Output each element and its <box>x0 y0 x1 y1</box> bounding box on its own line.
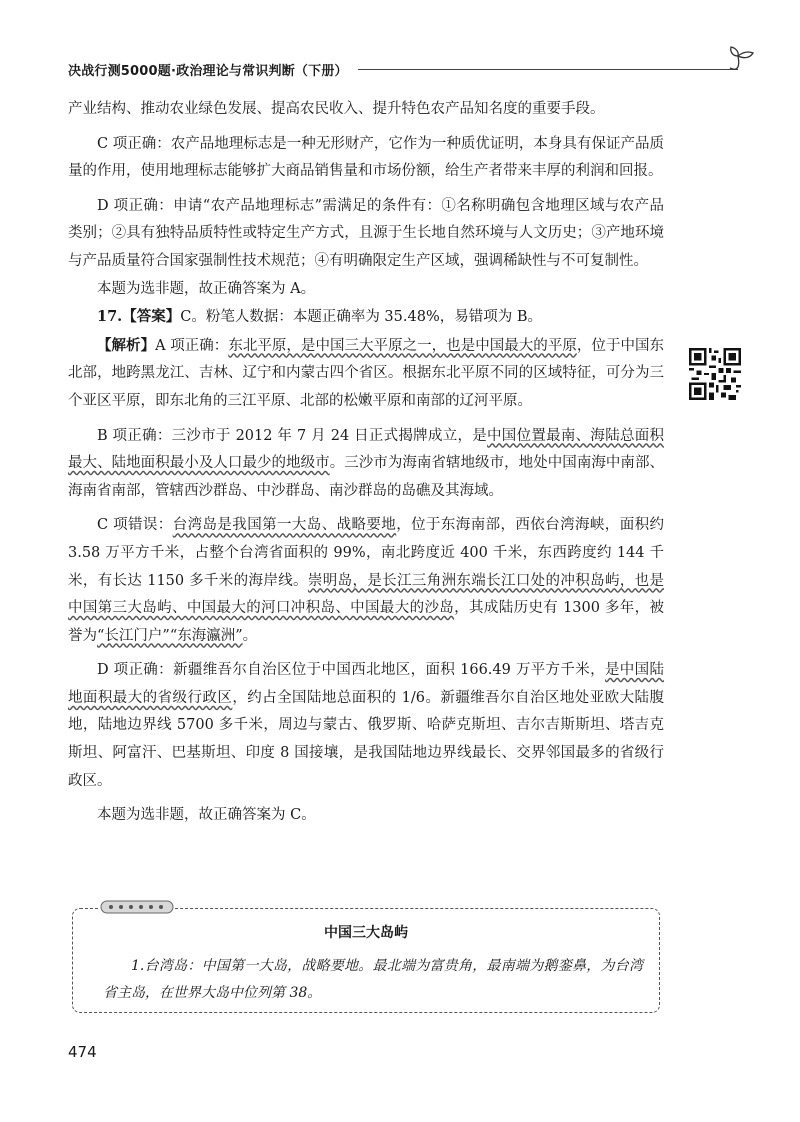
answer-text: C。粉笔人数据：本题正确率为 35.48%，易错项为 B。 <box>180 309 542 326</box>
paragraph-option-d: D 项正确：申请“农产品地理标志”需满足的条件有：①名称明确包含地理区域与农产品类别；②具有独特品质特性或特定生产方式，且源于生长地自然环境与人文历史；③产地环境与产品质量符合国家强制性技术规范；④有明确限定生产区域，强调稀缺性与不可复制性。 <box>68 197 664 269</box>
knowledge-box-text: 1.台湾岛：中国第一大岛，战略要地。最北端为富贵角，最南端为鹅銮鼻，为台湾省主岛，在世界大岛中位列第 38。 <box>103 958 643 1001</box>
paragraph-analysis-c: C 项错误：台湾岛是我国第一大岛、战略要地，位于东海南部，西依台湾海峡，面积约 3.58 万平方千米，占整个台湾省面积的 99%，南北跨度近 400 千米，东西跨度约 144 千米，有长达 1150 多千米的海岸线。崇明岛，是长江三角洲东端长江口处的冲积岛屿，也是中国第三大岛屿、中国最大的河口冲积岛、中国最大的沙岛，其成陆历史有 1300 多年，被誉为“长江门户”“东海瀛洲”。 <box>68 517 664 644</box>
answer-label: 17.【答案】 <box>97 308 181 326</box>
knowledge-box <box>72 908 660 1013</box>
paragraph-answer-a: 本题为选非题，故正确答案为 A。 <box>97 280 316 297</box>
note-tab-icon <box>99 899 175 915</box>
knowledge-box-title: 中国三大岛屿 <box>324 925 408 941</box>
answer-explanation <box>68 96 664 830</box>
analysis-label: 【解析】 <box>97 336 156 354</box>
paragraph-analysis-a: 【解析】A 项正确：东北平原，是中国三大平原之一，也是中国最大的平原，位于中国东北部，地跨黑龙江、吉林、辽宁和内蒙古四个省区。根据东北平原不同的区域特征，可分为三个亚区平原，即东北角的三江平原、北部的松嫩平原和南部的辽河平原。 <box>68 336 665 409</box>
underlined-phrase: “长江门户”“东海瀛洲” <box>97 627 243 644</box>
underlined-phrase: 是中国陆地面积最大的省级行政区 <box>68 662 665 706</box>
page-header <box>68 58 758 84</box>
header-rule <box>358 69 738 70</box>
paragraph-answer-c: 本题为选非题，故正确答案为 C。 <box>97 807 316 824</box>
paragraph-continuation: 产业结构、推动农业绿色发展、提高农民收入、提升特色农产品知名度的重要手段。 <box>68 101 605 117</box>
paragraph-option-c: C 项正确：农产品地理标志是一种无形财产，它作为一种质优证明，本身具有保证产品质量的作用，使用地理标志能够扩大商品销售量和市场份额，给生产者带来丰厚的利润和回报。 <box>68 135 664 180</box>
page-number: 474 <box>68 1043 97 1061</box>
paragraph-question-17 <box>68 303 664 332</box>
underlined-phrase: 东北平原，是中国三大平原之一，也是中国最大的平原 <box>228 337 577 354</box>
header-title: 决战行测5000题·政治理论与常识判断（下册） <box>68 60 354 79</box>
qr-code-icon[interactable] <box>689 348 741 400</box>
underlined-phrase: 台湾岛是我国第一大岛、战略要地 <box>172 517 397 534</box>
underlined-phrase: 崇明岛，是长江三角洲东端长江口处的冲积岛屿，也是中国第三大岛屿、中国最大的河口冲积岛、中国最大的沙岛 <box>68 572 664 617</box>
paragraph-analysis-d: D 项正确：新疆维吾尔自治区位于中国西北地区，面积 166.49 万平方千米，是中国陆地面积最大的省级行政区，约占全国陆地总面积的 1/6。新疆维吾尔自治区地处亚欧大陆腹地，陆地边界线 5700 多千米，周边与蒙古、俄罗斯、哈萨克斯坦、吉尔吉斯斯坦、塔吉克斯坦、阿富汗、巴基斯坦、印度 8 国接壤，是我国陆地边界线最长、交界邻国最多的省级行政区。 <box>68 662 665 789</box>
paragraph-analysis-b: B 项正确：三沙市于 2012 年 7 月 24 日正式揭牌成立，是中国位置最南、海陆总面积最大、陆地面积最小及人口最少的地级市。三沙市为海南省辖地级市，地处中国南海中南部、海南省南部，管辖西沙群岛、中沙群岛、南沙群岛的岛礁及其海域。 <box>68 427 665 499</box>
underlined-phrase: 中国位置最南、海陆总面积最大、陆地面积最小及人口最少的地级市 <box>68 427 665 472</box>
sprout-icon <box>726 44 760 78</box>
